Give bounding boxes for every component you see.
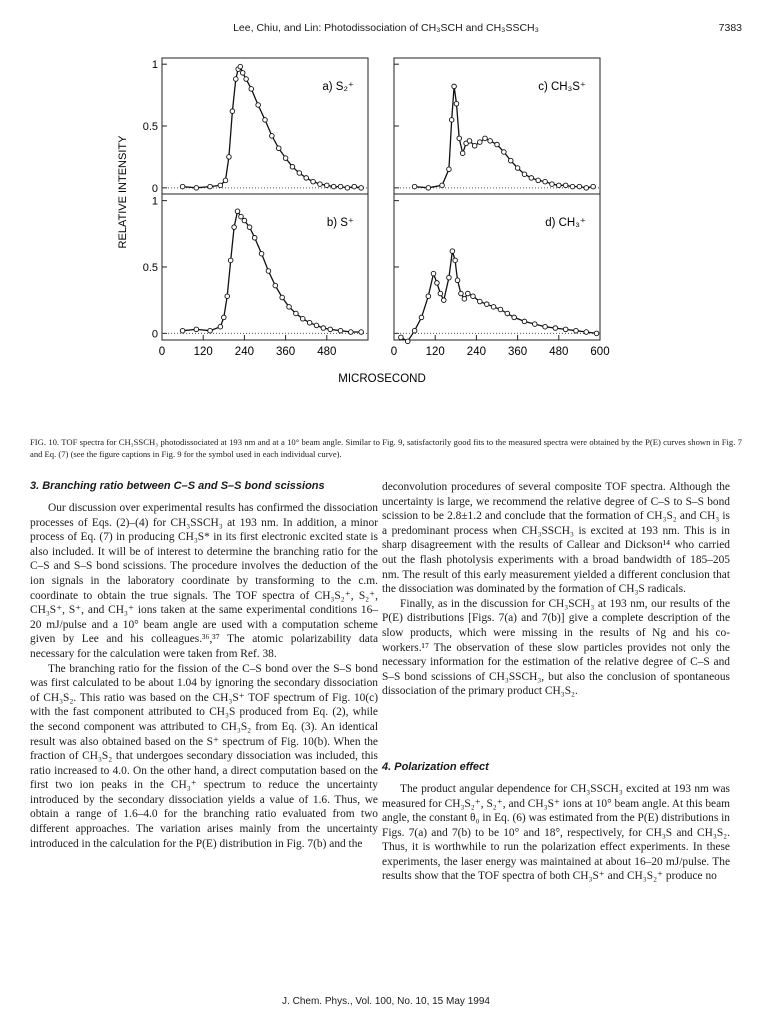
data-point (230, 109, 235, 114)
data-point (283, 156, 288, 161)
figure-caption (30, 436, 742, 460)
data-point (412, 328, 417, 333)
data-point (438, 291, 443, 296)
data-point (563, 327, 568, 332)
section-3-title: 3. Branching ratio between C–S and S–S bond scissions (30, 480, 325, 492)
data-point (345, 186, 350, 191)
left-column (30, 480, 378, 851)
data-point (244, 77, 249, 82)
data-point (577, 184, 582, 189)
data-point (297, 171, 302, 176)
data-point (280, 295, 285, 300)
data-point (252, 236, 257, 241)
data-point (287, 305, 292, 310)
figure-panels (143, 58, 610, 358)
x-tick-label: 600 (590, 346, 610, 358)
data-point (563, 183, 568, 188)
data-point (543, 179, 548, 184)
data-point (502, 150, 507, 155)
data-point (349, 330, 354, 335)
data-point (495, 142, 500, 147)
data-point (307, 320, 312, 325)
data-point (419, 315, 424, 320)
data-point (478, 299, 483, 304)
data-point (259, 251, 264, 256)
data-point (208, 184, 213, 189)
data-point (405, 339, 410, 344)
data-point (532, 322, 537, 327)
x-tick-label: 120 (193, 346, 213, 358)
data-point (491, 305, 496, 310)
data-point (426, 294, 431, 299)
data-point (359, 330, 364, 335)
data-point (452, 84, 457, 89)
panel-label: a) S₂⁺ (322, 81, 354, 93)
data-point (180, 184, 185, 189)
data-point (314, 323, 319, 328)
data-point (318, 182, 323, 187)
data-point (550, 182, 555, 187)
figure-10 (100, 42, 640, 388)
data-point (462, 297, 467, 302)
panel-frame (162, 194, 368, 340)
right-column (382, 480, 730, 884)
x-tick-label: 0 (390, 346, 398, 358)
data-point (325, 183, 330, 188)
section-4-title: 4. Polarization effect (382, 760, 489, 773)
data-point (449, 118, 454, 123)
caption-label: FIG. 10. (30, 437, 60, 447)
panel-label: d) CH₃⁺ (545, 217, 586, 229)
x-tick-label: 360 (276, 346, 296, 358)
y-axis-label: RELATIVE INTENSITY (117, 135, 129, 249)
panel-frame (394, 194, 600, 340)
data-point (536, 178, 541, 183)
data-point (570, 184, 575, 189)
data-point (276, 146, 281, 151)
data-point (328, 327, 333, 332)
data-point (440, 183, 445, 188)
data-point (227, 155, 232, 160)
panel-frame (162, 58, 368, 194)
data-point (270, 134, 275, 139)
data-point (242, 218, 247, 223)
data-point (266, 269, 271, 274)
data-point (222, 315, 227, 320)
data-point (290, 165, 295, 170)
panel-label: c) CH₃S⁺ (538, 81, 586, 93)
data-point (522, 172, 527, 177)
data-point (194, 327, 199, 332)
data-point (447, 167, 452, 172)
data-point (508, 158, 513, 163)
y-tick-label: 0 (151, 328, 158, 341)
x-tick-label: 480 (317, 346, 337, 358)
data-point (294, 311, 299, 316)
data-point (557, 183, 562, 188)
data-point (232, 225, 237, 230)
x-tick-label: 120 (425, 346, 445, 358)
data-point (194, 186, 199, 191)
data-point (228, 258, 233, 263)
data-point (505, 311, 510, 316)
data-point (472, 143, 477, 148)
data-point (218, 183, 223, 188)
data-point (239, 214, 244, 219)
data-point (453, 258, 458, 263)
data-point (441, 298, 446, 303)
data-point (321, 326, 326, 331)
data-point (412, 184, 417, 189)
data-point (460, 151, 465, 156)
running-header (30, 22, 742, 38)
data-point (300, 316, 305, 321)
data-point (435, 281, 440, 286)
page-number: 7383 (718, 22, 742, 34)
data-point (359, 186, 364, 191)
data-point (543, 324, 548, 329)
panel-label: b) S⁺ (326, 217, 354, 229)
data-point (522, 319, 527, 324)
data-point (304, 176, 309, 181)
data-point (331, 184, 336, 189)
data-point (466, 291, 471, 296)
data-point (512, 315, 517, 320)
data-point (498, 307, 503, 312)
right-paragraph-2: Finally, as in the discussion for CH₃SCH₃ at 193 nm, our results of the P(E) distributions [Figs. 7(a) and 7(b)] give a complete description of the slow products, which were missing in the results of Ng and his co-workers.¹⁷ The observation of these slow particles provides not only the necessary information for the estimation of the relative degree of C–S and S–S bond scissions of CH₃SSCH₃, but also the conclusion of spontaneous dissociation of the primary product CH₃S₂. (382, 597, 730, 698)
data-point (591, 184, 596, 189)
data-point (454, 101, 459, 106)
data-point (459, 291, 464, 296)
data-point (488, 139, 493, 144)
data-point (223, 178, 228, 183)
data-point (208, 328, 213, 333)
data-point (467, 139, 472, 144)
data-point (471, 294, 476, 299)
y-tick-label: 1 (151, 59, 158, 72)
data-point (225, 294, 230, 299)
left-paragraph-2: The branching ratio for the fission of the C–S bond over the S–S bond was first calculated to be about 1.04 by ignoring the secondary dissociation of CH₃S₂. This ratio was based on the CH₃S⁺ TOF spectrum of Fig. 10(c) with the fast component attributed to CH₃S produced from Eq. (2), while the second component was attributed to CH₃S₂ from Eq. (3). An identical result was also obtained based on the S⁺ spectrum of Fig. 10(b). When the fraction of CH₃S₂ that undergoes secondary dissociation was included, this ratio increased to 4.0. On the other hand, a direct computation based on the first two ion peaks in the CH₃⁺ spectrum to reduce the uncertainty introduced by the secondary dissociation yields a value of 1.6. Thus, we obtain a range of 1.6–4.0 for the branching ratio evaluated from two different approaches. The variation arises mainly from the uncertainty introduced in the calculation for the P(E) distribution in Fig. 7(b) and the (30, 662, 378, 850)
data-point (515, 166, 520, 171)
data-point (455, 278, 460, 283)
data-point (478, 140, 483, 145)
data-point (484, 302, 489, 307)
x-tick-label: 360 (508, 346, 528, 358)
data-point (249, 87, 254, 92)
data-point (218, 324, 223, 329)
data-point (584, 186, 589, 191)
data-point (457, 136, 462, 141)
data-point (431, 271, 436, 276)
y-tick-label: 0 (151, 182, 158, 195)
right-paragraph-3: The product angular dependence for CH₃SSCH₃ excited at 193 nm was measured for CH₃S₂⁺, S₂⁺, and CH₃S⁺ ions at 10° beam angle. At this beam angle, the constant θ₀ in Eq. (6) was estimated from the P(E) distributions in Figs. 7(a) and 7(b) to be 10° and 18°, respectively, for CH₃S and CH₃S₂. Thus, it is worthwhile to run the polarization effect experiments. In these experiments, the laser energy was maintained at about 16–20 mJ/pulse. The results show that the TOF spectra of both CH₃S⁺ and CH₃S₂⁺ produce no (382, 782, 730, 883)
data-point (263, 118, 268, 123)
data-point (338, 328, 343, 333)
fit-curve (415, 86, 593, 187)
x-tick-label: 480 (549, 346, 569, 358)
data-point (483, 136, 488, 141)
y-tick-label: 0.5 (142, 262, 158, 274)
data-point (529, 176, 534, 181)
data-point (238, 64, 243, 69)
data-point (311, 179, 316, 184)
data-point (256, 103, 261, 108)
x-axis-label: MICROSECOND (338, 373, 426, 385)
data-point (574, 328, 579, 333)
data-point (450, 249, 455, 254)
caption-text: TOF spectra for CH₃SSCH₃ photodissociated at 193 nm and at a 10° beam angle. Similar to Fig. 9, satisfactorily good fits to the measured spectra were obtained by the P(E) curves shown in Fig. 7 and Eq. (7) (see the figure captions in Fig. 9 for the symbol used in each individual curve). (30, 437, 742, 459)
data-point (553, 326, 558, 331)
fit-curve (183, 211, 362, 332)
y-tick-label: 1 (151, 195, 158, 208)
data-point (352, 184, 357, 189)
data-point (240, 71, 245, 76)
x-tick-label: 240 (234, 346, 254, 358)
data-point (594, 331, 599, 336)
data-point (447, 275, 452, 280)
data-point (426, 186, 431, 191)
data-point (584, 330, 589, 335)
data-point (338, 184, 343, 189)
running-title: Lee, Chiu, and Lin: Photodissociation of CH₃SCH and CH₃SSCH₃ (233, 22, 539, 34)
data-point (399, 335, 404, 340)
data-point (234, 77, 239, 82)
left-paragraph-1: Our discussion over experimental results has confirmed the dissociation processes of Eqs. (2)–(4) for CH₃SSCH₃ at 193 nm. In addition, a minor process of Eq. (7) in producing CH₃S* in its first electronic excited state is also included. It will be of interest to determine the branching ratio for the C–S and S–S bond scissions. The procedure involves the deduction of the ion signals in the laboratory coordinate by transforming to the c.m. coordinate to obtain the true signals. The TOF spectra of CH₃S₂⁺, S₂⁺, CH₃S⁺, S⁺, and CH₃⁺ ions taken at the same experimental conditions 16–20 mJ/pulse and a 10° beam angle are used with a computation scheme given by Lee and his colleagues.³⁶,³⁷ The atomic polarizability data necessary for the calculation were taken from Ref. 38. (30, 502, 378, 660)
x-tick-label: 240 (466, 346, 486, 358)
data-point (247, 225, 252, 230)
journal-footer: J. Chem. Phys., Vol. 100, No. 10, 15 May 1994 (282, 996, 490, 1007)
data-point (273, 283, 278, 288)
x-tick-label: 0 (158, 346, 166, 358)
y-tick-label: 0.5 (142, 121, 158, 133)
data-point (235, 209, 240, 214)
data-point (180, 328, 185, 333)
right-paragraph-1: deconvolution procedures of several composite TOF spectra. Although the uncertainty is large, we recommend the relative degree of C–S to S–S bond scission to be 2.8±1.2 and conclude that the formation of CH₃S₂ and CH₃ is a predominant process when CH₃SSCH₃ is excited at 193 nm. This is in sharp disagreement with the results of Callear and Dickson¹⁴ who carried out the flash photolysis experiments with a broad bandwidth of 185–205 nm. The result of this early measurement yielded a different conclusion that the dissociation was dominated by the formation of CH₃S radicals. (382, 481, 730, 596)
panel-frame (394, 58, 600, 194)
